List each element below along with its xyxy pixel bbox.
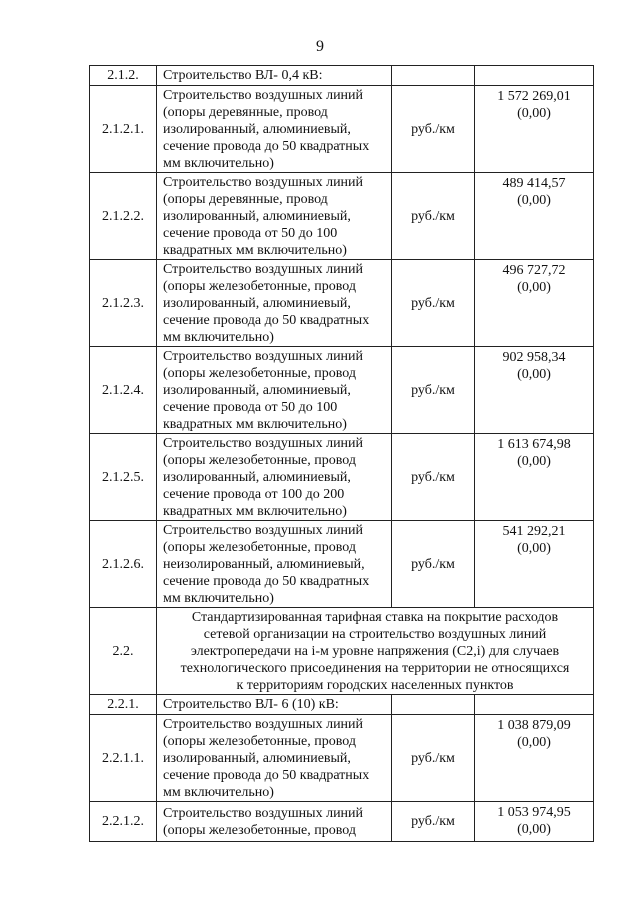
description-line: Стандартизированная тарифная ставка на покрытие расходов xyxy=(191,609,559,625)
description-line: сечение провода до 50 квадратных xyxy=(163,767,370,783)
description-line: сечение провода до 50 квадратных xyxy=(163,573,370,589)
price-cell xyxy=(475,434,594,521)
description-line: сетевой организации на строительство воздушных линий xyxy=(203,626,547,642)
description-line: сечение провода до 50 квадратных xyxy=(163,138,370,154)
section-row xyxy=(90,66,594,86)
item-description xyxy=(157,86,392,173)
table-row xyxy=(90,86,594,173)
tariff-table xyxy=(89,65,594,842)
table-row xyxy=(90,434,594,521)
price-value: 902 958,34 xyxy=(502,350,566,365)
description-line: изолированный, алюминиевый, xyxy=(163,382,351,398)
row-code: 2.1.2.5. xyxy=(90,434,157,521)
description-line: (опоры железобетонные, провод xyxy=(163,822,356,838)
row-code: 2.1.2.6. xyxy=(90,521,157,608)
price-sub: (0,00) xyxy=(517,193,551,208)
price-value: 1 053 974,95 xyxy=(497,805,571,820)
description-line: (опоры железобетонные, провод xyxy=(163,365,356,381)
item-description xyxy=(157,260,392,347)
description-line: (опоры железобетонные, провод xyxy=(163,452,356,468)
section-description xyxy=(157,608,594,695)
price-cell xyxy=(475,86,594,173)
section-title: Строительство ВЛ- 0,4 кВ: xyxy=(157,66,392,86)
price-cell xyxy=(475,347,594,434)
description-line: (опоры железобетонные, провод xyxy=(163,733,356,749)
description-line: технологического присоединения на территории не относящихся xyxy=(180,660,570,676)
item-description xyxy=(157,521,392,608)
description-line: Строительство воздушных линий xyxy=(163,87,364,103)
description-line: (опоры железобетонные, провод xyxy=(163,539,356,555)
price-sub: (0,00) xyxy=(517,822,551,837)
price-value: 1 038 879,09 xyxy=(497,718,571,733)
row-code: 2.2.1. xyxy=(90,695,157,715)
description-line: мм включительно) xyxy=(163,590,274,606)
row-code: 2.1.2.2. xyxy=(90,173,157,260)
description-line: изолированный, алюминиевый, xyxy=(163,750,351,766)
price-sub: (0,00) xyxy=(517,541,551,556)
unit-cell xyxy=(392,695,475,715)
description-line: (опоры деревянные, провод xyxy=(163,104,328,120)
unit-cell: руб./км xyxy=(392,521,475,608)
price-cell xyxy=(475,173,594,260)
row-code: 2.2. xyxy=(90,608,157,695)
price-value: 541 292,21 xyxy=(502,524,566,539)
description-line: Строительство воздушных линий xyxy=(163,435,364,451)
description-line: изолированный, алюминиевый, xyxy=(163,208,351,224)
page-number: 9 xyxy=(316,38,324,55)
unit-cell: руб./км xyxy=(392,715,475,802)
price-value: 1 613 674,98 xyxy=(497,437,571,452)
section-title: Строительство ВЛ- 6 (10) кВ: xyxy=(157,695,392,715)
description-line: (опоры деревянные, провод xyxy=(163,191,328,207)
unit-cell xyxy=(392,66,475,86)
item-description xyxy=(157,802,392,842)
price-sub: (0,00) xyxy=(517,367,551,382)
description-line: сечение провода от 50 до 100 xyxy=(163,225,338,241)
description-line: изолированный, алюминиевый, xyxy=(163,121,351,137)
description-line: Строительство воздушных линий xyxy=(163,261,364,277)
description-line: сечение провода от 50 до 100 xyxy=(163,399,338,415)
section-row xyxy=(90,695,594,715)
price-sub: (0,00) xyxy=(517,735,551,750)
row-code: 2.2.1.2. xyxy=(90,802,157,842)
table-row xyxy=(90,173,594,260)
unit-cell: руб./км xyxy=(392,260,475,347)
price-cell xyxy=(475,260,594,347)
price-sub: (0,00) xyxy=(517,106,551,121)
price-value: 1 572 269,01 xyxy=(497,89,571,104)
table-row xyxy=(90,260,594,347)
description-line: мм включительно) xyxy=(163,329,274,345)
unit-cell: руб./км xyxy=(392,434,475,521)
price-value: 489 414,57 xyxy=(502,176,566,191)
description-line: Строительство воздушных линий xyxy=(163,522,364,538)
description-line: сечение провода до 50 квадратных xyxy=(163,312,370,328)
row-code: 2.1.2. xyxy=(90,66,157,86)
description-line: изолированный, алюминиевый, xyxy=(163,295,351,311)
price-cell xyxy=(475,695,594,715)
description-line: электропередачи на i-м уровне напряжения (С2,i) для случаев xyxy=(190,643,560,659)
item-description xyxy=(157,347,392,434)
description-line: Строительство воздушных линий xyxy=(163,174,364,190)
price-cell xyxy=(475,66,594,86)
description-line: изолированный, алюминиевый, xyxy=(163,469,351,485)
description-line: Строительство воздушных линий xyxy=(163,805,364,821)
item-description xyxy=(157,434,392,521)
item-description xyxy=(157,715,392,802)
row-code: 2.1.2.3. xyxy=(90,260,157,347)
table-row xyxy=(90,715,594,802)
unit-cell: руб./км xyxy=(392,347,475,434)
item-description xyxy=(157,173,392,260)
table-row xyxy=(90,347,594,434)
price-cell xyxy=(475,715,594,802)
description-line: Строительство воздушных линий xyxy=(163,716,364,732)
description-line: квадратных мм включительно) xyxy=(163,503,347,519)
description-line: (опоры железобетонные, провод xyxy=(163,278,356,294)
description-line: сечение провода от 100 до 200 xyxy=(163,486,345,502)
table-row xyxy=(90,521,594,608)
price-cell xyxy=(475,521,594,608)
table-row xyxy=(90,802,594,842)
row-code: 2.1.2.4. xyxy=(90,347,157,434)
unit-cell: руб./км xyxy=(392,86,475,173)
description-line: Строительство воздушных линий xyxy=(163,348,364,364)
price-cell xyxy=(475,802,594,842)
unit-cell: руб./км xyxy=(392,802,475,842)
description-line: мм включительно) xyxy=(163,155,274,171)
description-line: квадратных мм включительно) xyxy=(163,416,347,432)
row-code: 2.1.2.1. xyxy=(90,86,157,173)
price-sub: (0,00) xyxy=(517,454,551,469)
price-value: 496 727,72 xyxy=(502,263,566,278)
description-line: мм включительно) xyxy=(163,784,274,800)
description-line: квадратных мм включительно) xyxy=(163,242,347,258)
description-line: к территориям городских населенных пунктов xyxy=(236,677,514,693)
unit-cell: руб./км xyxy=(392,173,475,260)
description-line: неизолированный, алюминиевый, xyxy=(163,556,365,572)
row-code: 2.2.1.1. xyxy=(90,715,157,802)
heading-row xyxy=(90,608,594,695)
price-sub: (0,00) xyxy=(517,280,551,295)
